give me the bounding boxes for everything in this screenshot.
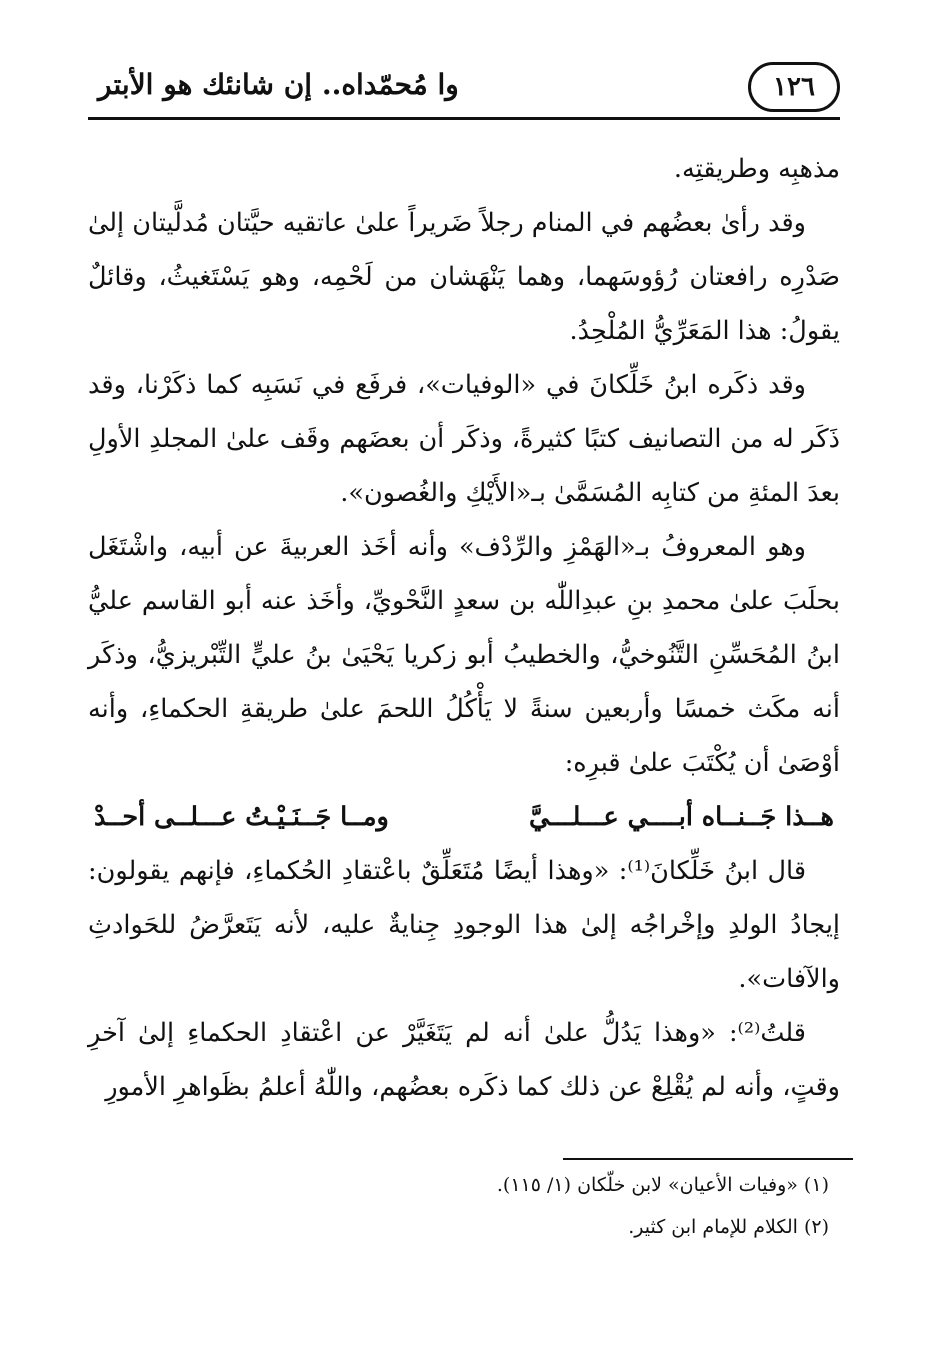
verse-second-hemistich: ومــا جَــنَـيْـتُ عـــلــى أحــدْ: [94, 802, 389, 832]
verse-first-hemistich: هــذا جَــنــاه أبــــي عـــلـــيَّ: [528, 802, 834, 832]
footnote-separator: [563, 1158, 853, 1160]
paragraph-6: قلتُ⁽²⁾: «وهذا يَدُلُّ علىٰ أنه لم يَتَغَيَّرْ عن اعْتقادِ الحكماءِ إلىٰ آخرِ وقتٍ، وأنه لم يُقْلِعْ عن ذلك كما ذكَره بعضُهم، واللّٰهُ أعلمُ بظَواهرِ الأمورِ: [88, 1018, 840, 1102]
footnote-1: (١) «وفيات الأعيان» لابن خلّكان (١/ ١١٥).: [496, 1174, 829, 1196]
poem-verse: [88, 790, 840, 844]
paragraph-5: قال ابنُ خَلِّكانَ⁽¹⁾: «وهذا أيضًا مُتَعَلِّقٌ باعْتقادِ الحُكماءِ، فإنهم يقولون: إيجادُ الولدِ وإخْراجُه إلىٰ هذا الوجودِ جِنايةٌ عليه، لأنه يَتَعرَّضُ للحَوادثِ والآفات».: [88, 856, 840, 994]
page-header: [88, 52, 840, 114]
paragraph-2: وقد رأىٰ بعضُهم في المنام رجلاً ضَريراً علىٰ عاتقيه حيَّتان مُدلَّيتان إلىٰ صَدْرِه رافعتان رُؤوسَهما، وهما يَنْهَشان من لَحْمِه، وهو يَسْتَغيثُ، وقائلٌ يقولُ: هذا المَعَرِّيُّ المُلْحِدُ.: [88, 208, 840, 346]
header-rule: [88, 117, 840, 120]
footnote-2: (٢) الكلام للإمام ابن كثير.: [628, 1216, 829, 1238]
paragraph-4: وهو المعروفُ بـ«الهَمْزِ والرِّدْف» وأنه أخَذ العربيةَ عن أبيه، واشْتَغَل بحلَبَ علىٰ محمدِ بنِ عبدِاللّٰه بن سعدٍ النَّحْويِّ، وأخَذ عنه أبو القاسم عليُّ ابنُ المُحَسِّنِ التَّنُوخيُّ، والخطيبُ أبو زكريا يَحْيَىٰ بنُ عليٍّ التِّبْريزيُّ، وذكَر أنه مكَث خمسًا وأربعين سنةً لا يَأْكُلُ اللحمَ علىٰ طريقةِ الحكماءِ، وأنه أوْصَىٰ أن يُكْتَبَ علىٰ قبرِه:: [88, 532, 840, 778]
paragraph-3: وقد ذكَره ابنُ خَلِّكانَ في «الوفيات»، فرفَع في نَسَبِه كما ذكَرْنا، وقد ذَكَر له من التصانيف كتبًا كثيرةً، وذكَر أن بعضَهم وقَف علىٰ المجلدِ الأولِ بعدَ المئةِ من كتابِه المُسَمَّىٰ بـ«الأَيْكِ والغُصون».: [88, 370, 840, 508]
running-title: وا مُحمّداه.. إن شانئك هو الأبتر: [98, 68, 459, 101]
paragraph-1: مذهبِه وطريقتِه.: [673, 154, 840, 184]
footnotes: [109, 1164, 829, 1248]
page-number: ١٢٦: [748, 62, 840, 112]
main-text: [88, 142, 840, 1114]
